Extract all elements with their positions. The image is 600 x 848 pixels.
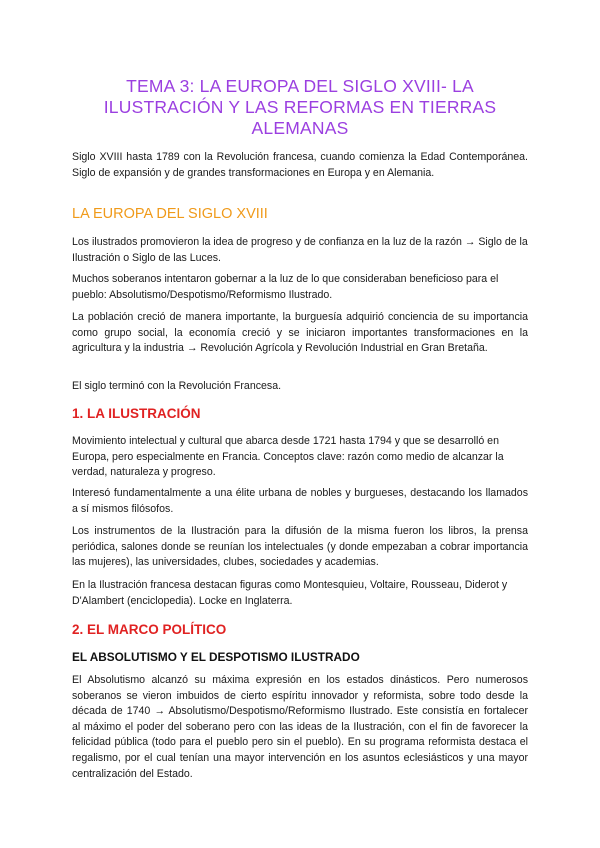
europa-paragraph-1: Los ilustrados promovieron la idea de progreso y de confianza en la luz de la razón → Siglo de la Ilustración o Siglo de las Luces. (72, 236, 528, 264)
europa-paragraph-3: La población creció de manera importante, la burguesía adquirió conciencia de su importancia como grupo social, la economía creció y se iniciaron importantes transformaciones en la agricultura y la industria → Revolución Agrícola y Revolución Industrial en Gran Bretaña. (72, 311, 528, 355)
ilustracion-paragraph-4: En la Ilustración francesa destacan figuras como Montesquieu, Voltaire, Rousseau, Diderot y D'Alambert (enciclopedia). Locke en Inglaterra. (72, 579, 508, 607)
intro-paragraph: Siglo XVIII hasta 1789 con la Revolución francesa, cuando comienza la Edad Contemporánea. Siglo de expansión y de grandes transformaciones en Europa y en Alemania. (72, 151, 528, 179)
europa-paragraph-2: Muchos soberanos intentaron gobernar a la luz de lo que consideraban beneficioso para el pueblo: Absolutismo/Despotismo/Reformismo Ilustrado. (72, 273, 499, 301)
heading-europa: LA EUROPA DEL SIGLO XVIII (72, 206, 268, 222)
ilustracion-paragraph-2: Interesó fundamentalmente a una élite urbana de nobles y burgueses, destacando los llamados a sí mismos filósofos. (72, 487, 528, 515)
heading-marco-politico: 2. EL MARCO POLÍTICO (72, 622, 227, 637)
ilustracion-paragraph-1: Movimiento intelectual y cultural que abarca desde 1721 hasta 1794 y que se desarrolló en Europa, pero especialmente en Francia. Conceptos clave: razón como medio de alcanzar la verdad, naturaleza y progreso. (72, 435, 504, 479)
europa-paragraph-4: El siglo terminó con la Revolución Francesa. (72, 380, 282, 392)
page-title: TEMA 3: LA EUROPA DEL SIGLO XVIII- LA ILUSTRACIÓN Y LAS REFORMAS EN TIERRAS ALEMANAS (103, 76, 497, 138)
heading-ilustracion: 1. LA ILUSTRACIÓN (72, 406, 201, 421)
subheading-absolutismo: EL ABSOLUTISMO Y EL DESPOTISMO ILUSTRADO (72, 650, 360, 664)
ilustracion-paragraph-3: Los instrumentos de la Ilustración para la difusión de la misma fueron los libros, la prensa periódica, salones donde se reunían los intelectuales (y donde empezaban a cobrar importancia las mujeres), las universidades, clubes, sociedades y academias. (72, 525, 528, 569)
marco-paragraph-1: El Absolutismo alcanzó su máxima expresión en los estados dinásticos. Pero numerosos soberanos se vieron imbuidos de cierto espíritu innovador y reformista, sobre todo desde la década de 1740 → Absolutismo/Despotismo/Reformismo Ilustrado. Este consistía en fortalecer al máximo el poder del soberano pero con las ideas de la Ilustración, con el fin de favorecer la felicidad pública (todo para el pueblo pero sin el pueblo). En su programa reformista destaca el regalismo, por el cual tenían una mayor intervención en los asuntos eclesiásticos y una mayor centralización del Estado. (72, 674, 528, 780)
